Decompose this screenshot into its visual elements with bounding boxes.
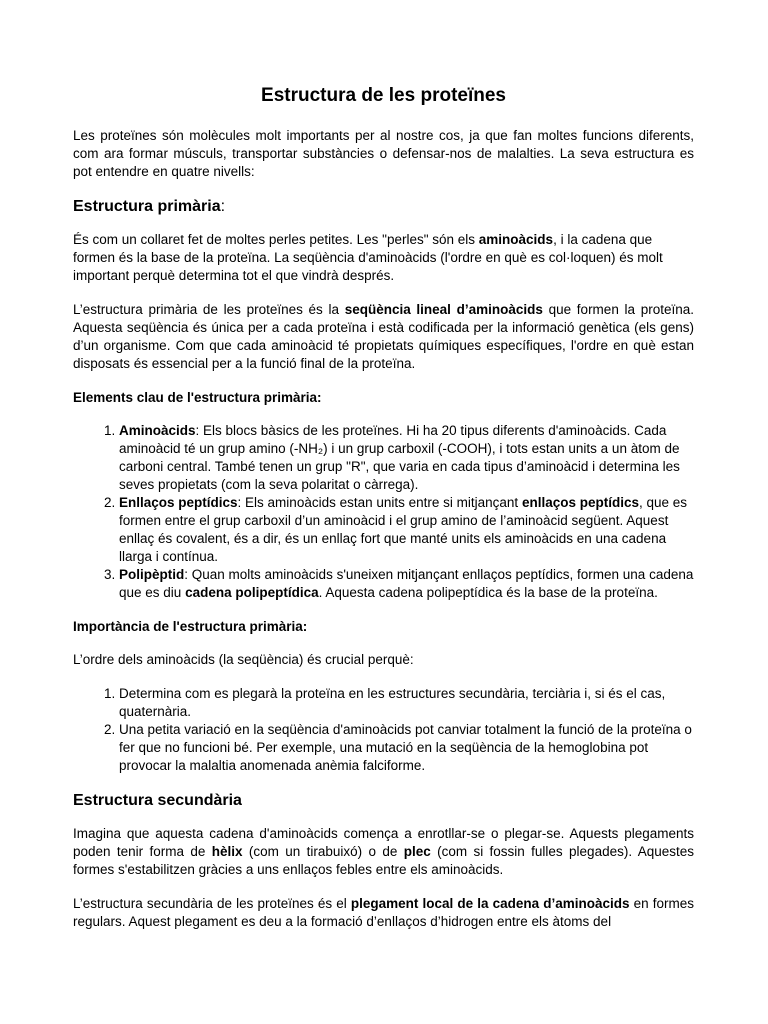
text-run: : Quan molts aminoàcids s'uneixen mitjançant enllaços peptídics, formen una cadena que es diu — [119, 567, 694, 600]
importance-heading: Importància de l'estructura primària: — [73, 619, 308, 634]
bold-term: aminoàcids — [478, 232, 554, 247]
bold-term: seqüència lineal d’aminoàcids — [344, 302, 543, 317]
importance-intro: L’ordre dels aminoàcids (la seqüència) és crucial perquè: — [73, 652, 414, 667]
secondary-paragraph-2 — [73, 895, 694, 931]
list-item: 2. Una petita variació en la seqüència d'aminoàcids pot canviar totalment la funció de la proteïna o fer que no funcioni bé. Per exemple, una mutació en la seqüència de la hemoglobina pot provocar la malaltia anomenada anèmia falciforme. — [119, 721, 694, 775]
bold-term: Polipèptid — [119, 567, 185, 582]
bold-term: Enllaços peptídics — [119, 495, 238, 510]
text-run: L’estructura primària de les proteïnes és la — [73, 302, 345, 317]
text-run: , i la cadena que formen és la base de la proteïna. La seqüència d'aminoàcids (l'ordre en què es col·loquen) és molt important perquè determina tot el que vindrà després. — [73, 232, 663, 283]
section-heading-primary — [73, 197, 694, 217]
text-run: (com un tirabuixó) o de — [242, 844, 404, 859]
text-run: : Els aminoàcids estan units entre si mitjançant — [237, 495, 522, 510]
primary-paragraph-2 — [73, 301, 694, 373]
text-run: , que es formen entre el grup carboxil d’un aminoàcid i el grup amino de l’aminoàcid següent. Aquest enllaç és covalent, és a dir, és un enllaç fort que manté units els aminoàcids en una cadena llarga i contínua. — [119, 495, 688, 564]
section-heading-primary-colon: : — [220, 198, 226, 215]
bold-term: Aminoàcids — [119, 423, 196, 438]
list-item — [119, 422, 694, 494]
importance-list — [73, 685, 694, 775]
text-run: És com un collaret fet de moltes perles petites. Les "perles" són els — [73, 232, 479, 247]
list-item — [119, 566, 694, 602]
text-run: Imagina que aquesta cadena d'aminoàcids comença a enrotllar-se o plegar-se. Aquests plegaments poden tenir forma de — [73, 826, 694, 859]
section-heading-secondary: Estructura secundària — [73, 792, 242, 809]
text-run: que formen la proteïna. Aquesta seqüència és única per a cada proteïna i està codificada per la informació genètica (els gens) d’un organisme. Com que cada aminoàcid té propietats químiques específiques, l'ordre en què estan disposats és essencial per a la funció final de la proteïna. — [73, 302, 694, 371]
bold-term: plegament local de la cadena d’aminoàcids — [350, 896, 630, 911]
page-title: Estructura de les proteïnes — [261, 85, 506, 106]
bold-term: cadena polipeptídica — [185, 585, 319, 600]
elements-list — [73, 422, 694, 602]
bold-term: enllaços peptídics — [521, 495, 639, 510]
bold-term: hèlix — [211, 844, 243, 859]
text-run: en formes regulars. Aquest plegament es deu a la formació d’enllaços d’hidrogen entre els àtoms del — [73, 896, 694, 929]
text-run: : Els blocs bàsics de les proteïnes. Hi ha 20 tipus diferents d'aminoàcids. Cada aminoàcid té un grup amino (-NH₂) i un grup carboxil (-COOH), i tots estan units a un àtom de carboni central. També tenen un grup "R", que varia en cada tipus d’aminoàcid i determina les seves propietats (com la seva polaritat o càrrega). — [119, 423, 680, 492]
elements-heading: Elements clau de l'estructura primària: — [73, 390, 322, 405]
intro-paragraph: Les proteïnes són molècules molt importants per al nostre cos, ja que fan moltes funcions diferents, com ara formar músculs, transportar substàncies o defensar-nos de malalties. La seva estructura es pot entendre en quatre nivells: — [73, 128, 694, 179]
list-item: 1. Determina com es plegarà la proteïna en les estructures secundària, terciària i, si és el cas, quaternària. — [119, 685, 694, 721]
text-run: L’estructura secundària de les proteïnes és el — [73, 896, 351, 911]
list-item — [119, 494, 694, 566]
text-run: . Aquesta cadena polipeptídica és la base de la proteïna. — [318, 585, 658, 600]
text-run: (com si fossin fulles plegades). Aquestes formes s'estabilitzen gràcies a uns enllaços febles entre els aminoàcids. — [73, 844, 694, 877]
section-heading-primary-text: Estructura primària — [73, 198, 221, 215]
secondary-paragraph-1 — [73, 825, 694, 879]
bold-term: plec — [403, 844, 431, 859]
primary-paragraph-1 — [73, 231, 694, 285]
